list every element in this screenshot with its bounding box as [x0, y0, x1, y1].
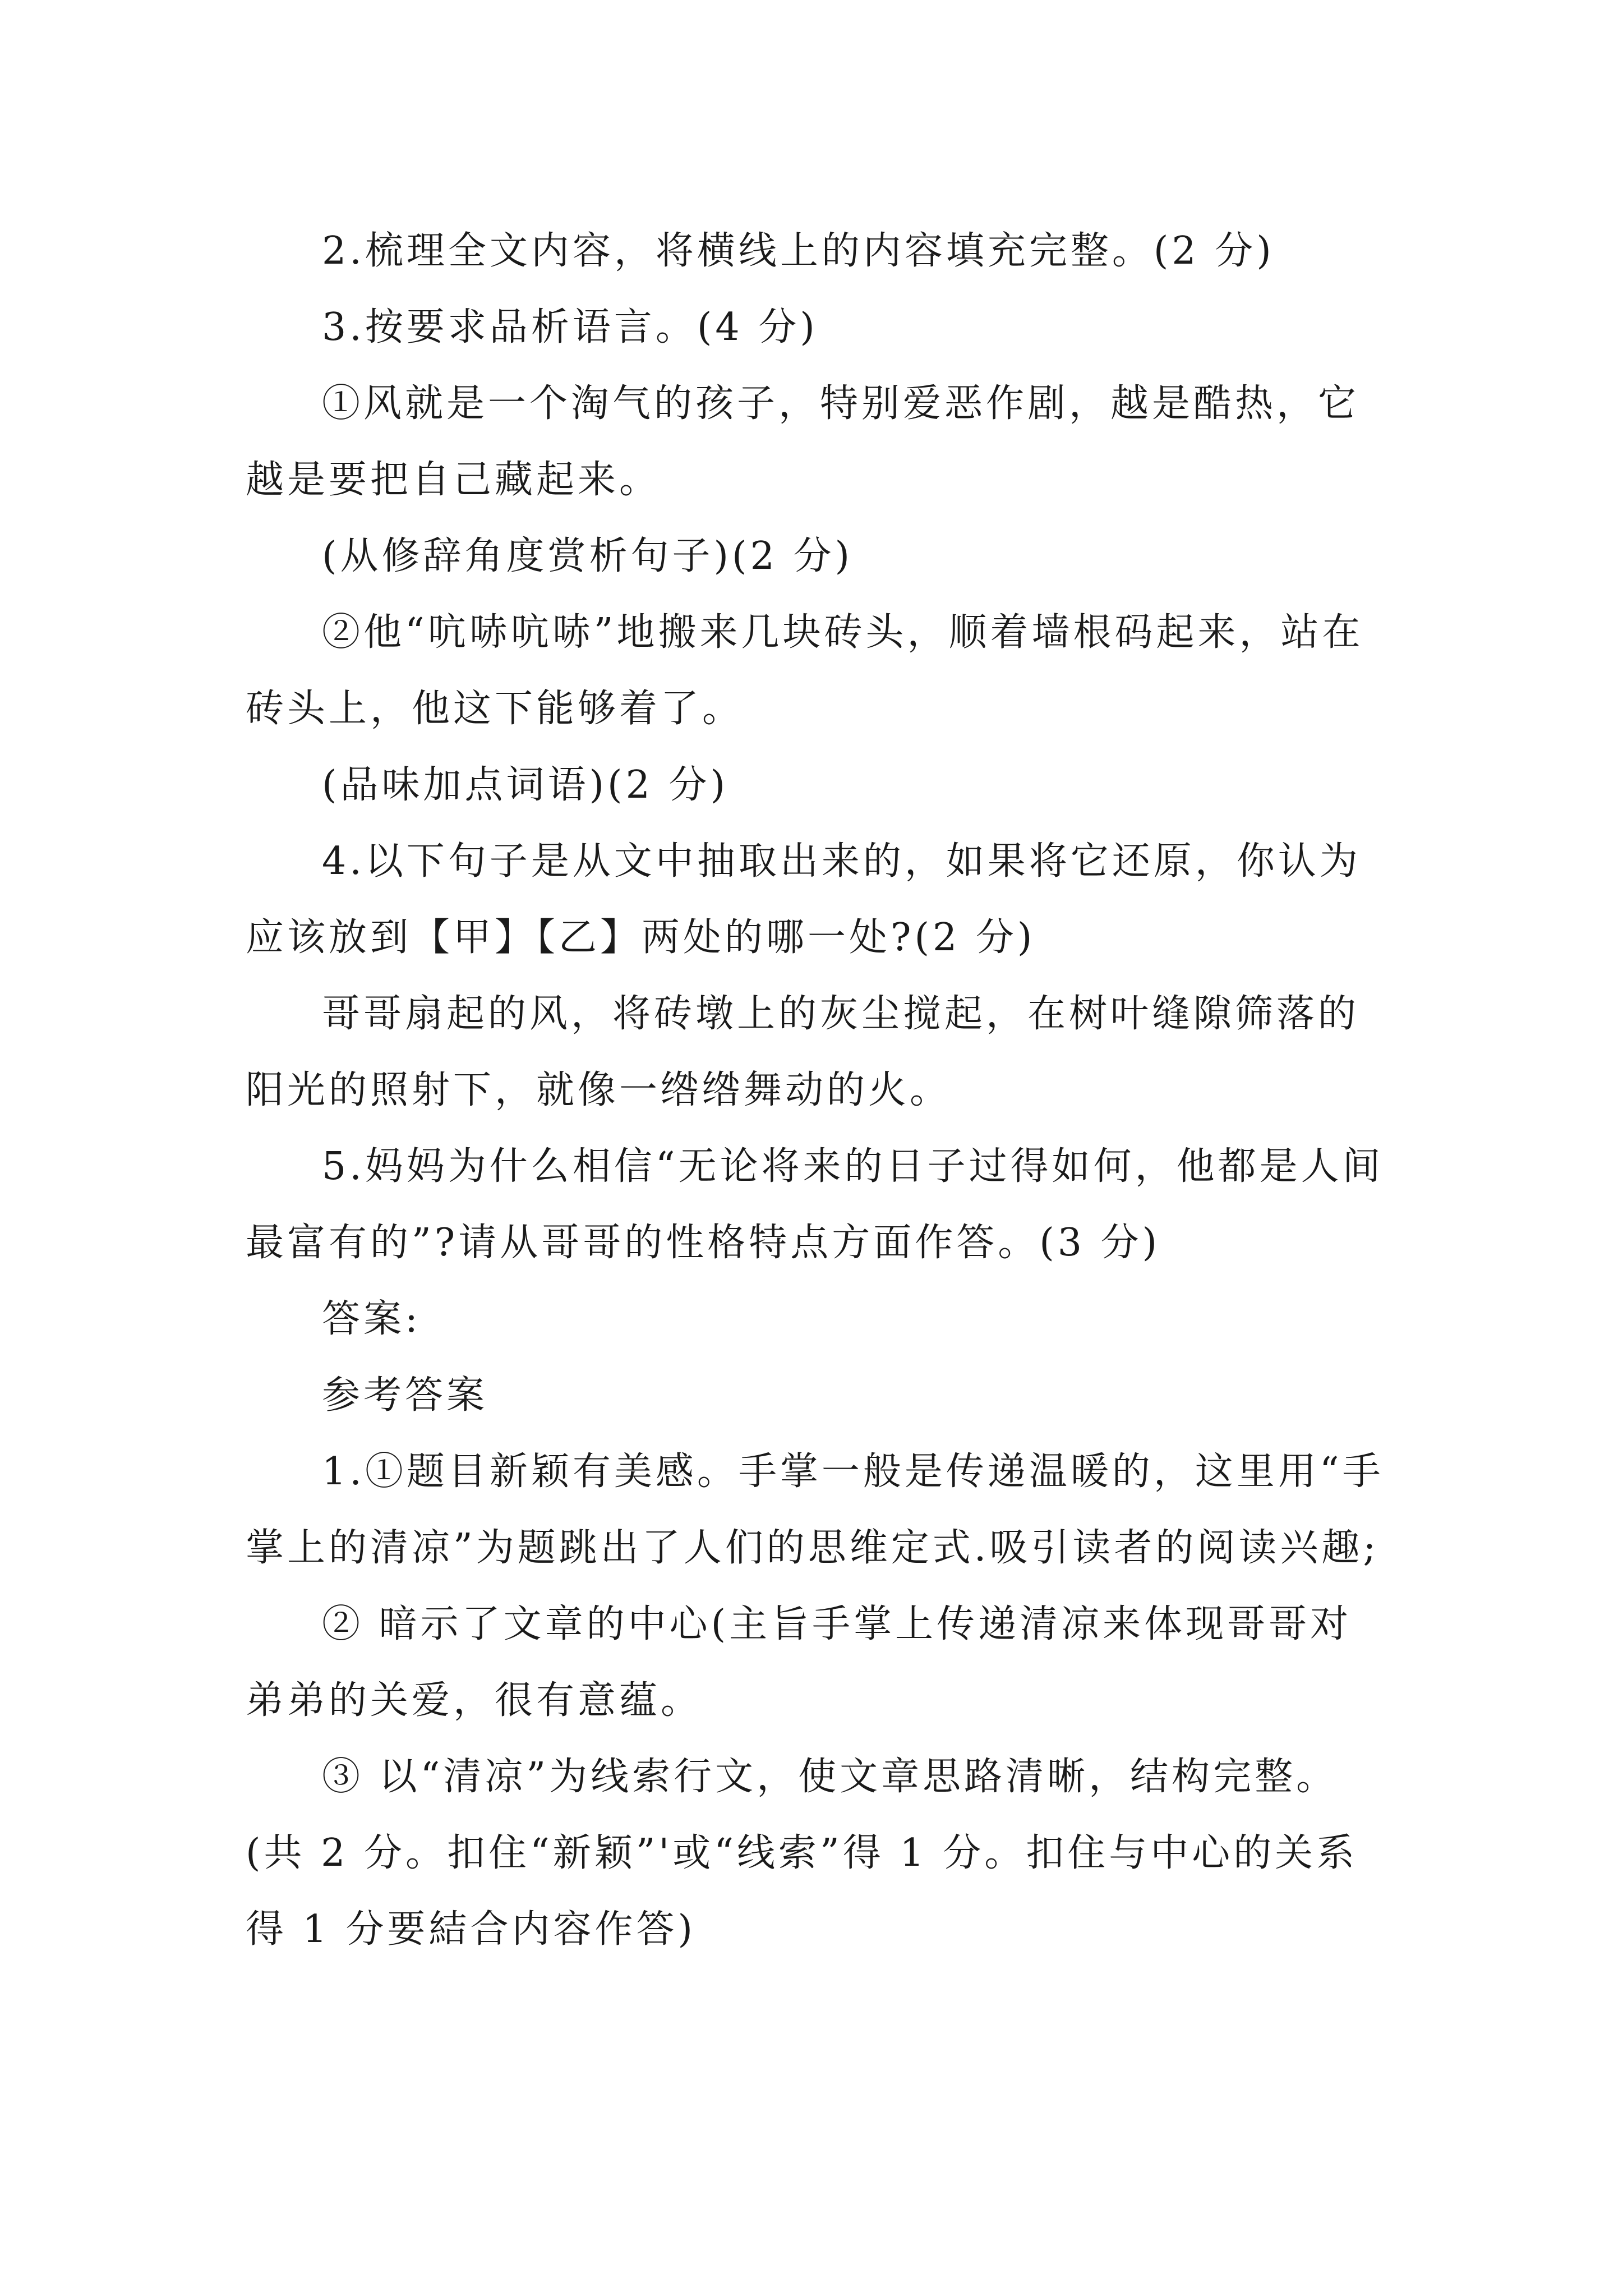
answer-1-point-2: ② 暗示了文章的中心(主旨手掌上传递清凉来体现哥哥对弟弟的关爱，很有意蕴。: [246, 1602, 1352, 1723]
question-5: 5.妈妈为什么相信“无论将来的日子过得如何，他都是人间最富有的”?请从哥哥的性格特点方面作答。(3 分): [246, 1144, 1384, 1265]
question-2: 2.梳理全文内容，将横线上的内容填充完整。(2 分): [322, 229, 1275, 273]
reference-answer-heading: 参考答案: [322, 1373, 488, 1418]
question-3-instruction-1: (从修辞角度赏析句子)(2 分): [322, 534, 853, 578]
question-3-sentence-1: ①风就是一个淘气的孩子，特别爱恶作剧，越是酷热，它越是要把自己藏起来。: [246, 381, 1360, 502]
answer-1-point-3: ③ 以“清凉”为线索行文，使文章思路清晰，结构完整。(共 2 分。扣住“新颖”'或“线索”得 1 分。扣住与中心的关系得 1 分要結合内容作答): [246, 1755, 1358, 1952]
answer-1-point-1: 1.①题目新颖有美感。手掌一般是传递温暖的，这里用“手掌上的清凉”为题跳出了人们的思维定式.吸引读者的阅读兴趣;: [246, 1450, 1384, 1570]
question-4: 4.以下句子是从文中抽取出来的，如果将它还原，你认为应该放到【甲】【乙】两处的哪一处?(2 分): [246, 839, 1361, 960]
answer-heading: 答案:: [322, 1297, 421, 1341]
question-4-sentence: 哥哥扇起的风，将砖墩上的灰尘搅起，在树叶缝隙筛落的阳光的照射下，就像一绺绺舞动的火。: [246, 992, 1360, 1112]
document-body: [246, 213, 1384, 1968]
question-3-instruction-2: (品味加点词语)(2 分): [322, 763, 728, 807]
question-3-sentence-2: ②他“吭哧吭哧”地搬来几块砖头，顺着墙根码起来，站在砖头上，他这下能够着了。: [246, 610, 1364, 731]
question-3: 3.按要求品析语言。(4 分): [322, 305, 818, 349]
